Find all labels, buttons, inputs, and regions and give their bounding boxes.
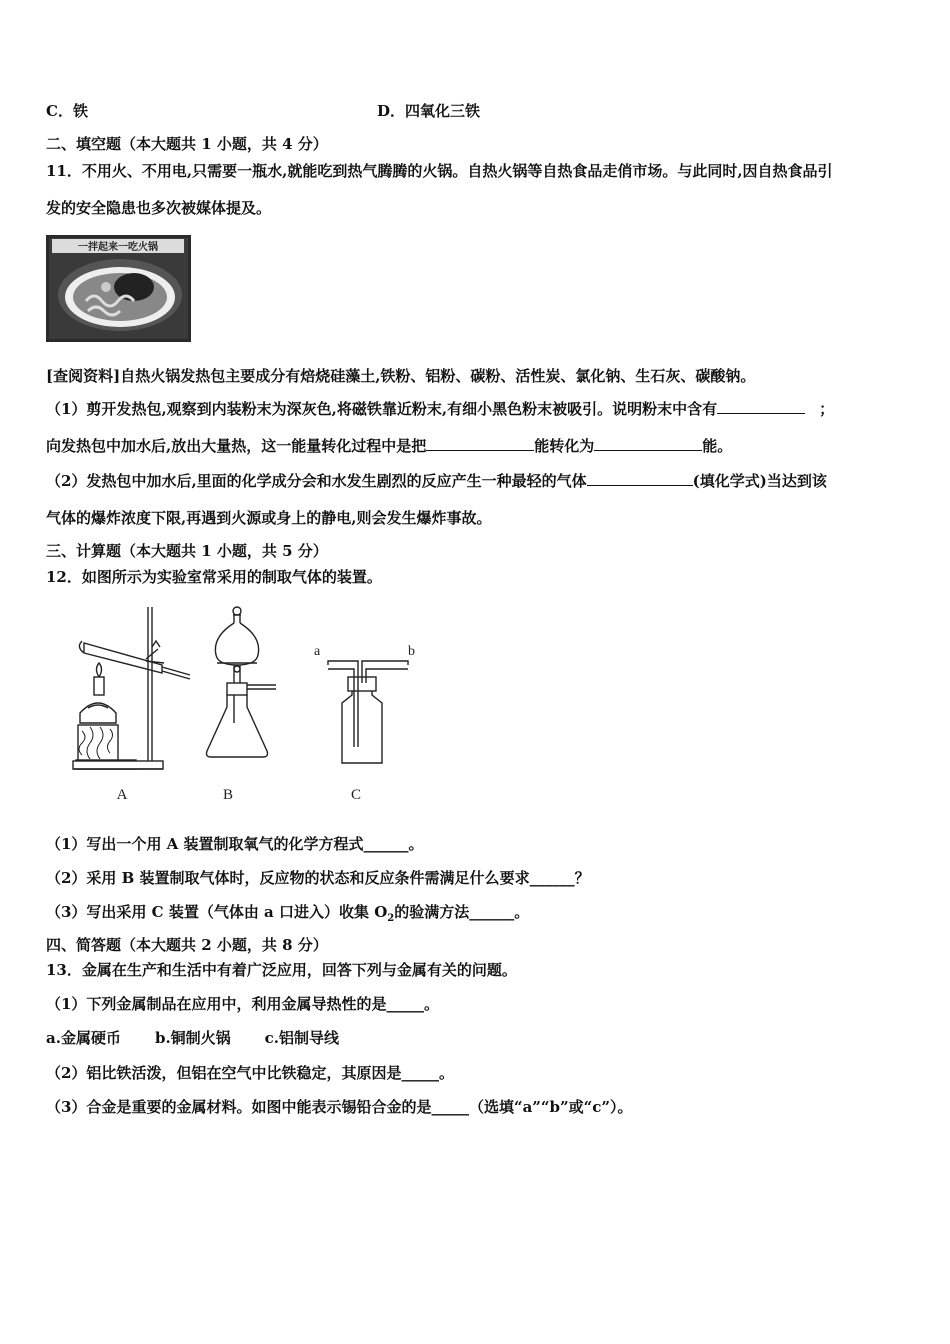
label-b: B [222,787,234,803]
q13-p2: （2）铝比铁活泼，但铝在空气中比铁稳定，其原因是_____。 [46,1064,454,1082]
label-c: C [350,787,362,803]
hotpot-photo [46,235,191,342]
q11-p2-line2: 气体的爆炸浓度下限,再遇到火源或身上的静电,则会发生爆炸事故。 [46,509,492,527]
apparatus-graphic [70,603,430,808]
q12-p1: （1）写出一个用 A 装置制取氧气的化学方程式______。 [46,835,424,853]
q11-p1-text-c: 向发热包中加水后,放出大量热，这一能量转化过程中是把 [46,437,427,455]
subscript-2: 2 [387,913,395,924]
q11-p1-line1 [46,399,834,419]
q12-p3 [46,902,529,929]
answer-blank [594,436,702,451]
q11-p1-text-e: 能。 [702,437,733,455]
q13-stem: 13．金属在生产和生活中有着广泛应用，回答下列与金属有关的问题。 [46,961,517,979]
label-a: A [116,787,128,803]
q11-p1-text-d: 能转化为 [534,437,595,455]
q11-p2-text-b: (填化学式)当达到该 [692,472,827,490]
port-a-label: a [314,644,321,659]
section2-heading: 二、填空题（本大题共 1 小题，共 4 分） [46,135,328,153]
q13-option-c: c.铝制导线 [264,1029,340,1047]
q12-stem: 12．如图所示为实验室常采用的制取气体的装置。 [46,568,382,586]
q11-p1-line2 [46,436,732,456]
hotpot-photo-graphic [46,235,191,342]
option-d: D．四氧化三铁 [377,102,481,120]
hotpot-caption: 一拌起来一吃火锅 [78,242,158,253]
option-c: C．铁 [46,102,88,120]
answer-blank [587,471,693,486]
q11-info: [查阅资料]自热火锅发热包主要成分有焙烧硅藻土,铁粉、铝粉、碳粉、活性炭、氯化钠、生石灰、碳酸钠。 [46,367,756,385]
q11-p1-semicolon: ； [819,400,835,418]
q12-p2: （2）采用 B 装置制取气体时，反应物的状态和反应条件需满足什么要求______？ [46,869,590,887]
q13-p3: （3）合金是重要的金属材料。如图中能表示锡铅合金的是_____（选填“a”“b”或“c”）。 [46,1098,633,1116]
answer-blank [426,436,534,451]
port-b-label: b [408,644,415,659]
q11-p1-text: （1）剪开发热包,观察到内装粉末为深灰色,将磁铁靠近粉末,有细小黑色粉末被吸引。说明粉末中含有 [46,400,718,418]
apparatus-b [207,607,277,757]
apparatus-figure [70,603,430,808]
apparatus-a [73,607,190,769]
q11-p2-line1 [46,471,827,491]
q11-line2: 发的安全隐患也多次被媒体提及。 [46,199,272,217]
q11-p2-text-a: （2）发热包中加水后,里面的化学成分会和水发生剧烈的反应产生一种最轻的气体 [46,472,587,490]
q13-p1: （1）下列金属制品在应用中，利用金属导热性的是_____。 [46,995,439,1013]
section4-heading: 四、简答题（本大题共 2 小题，共 8 分） [46,936,328,954]
q13-option-b: b.铜制火锅 [154,1029,231,1047]
apparatus-c [314,644,415,763]
q12-p3-text-b: 的验满方法______。 [394,903,530,921]
q12-p3-text-a: （3）写出采用 C 装置（气体由 a 口进入）收集 O [46,903,388,921]
answer-blank [717,399,805,414]
q11-line1: 11．不用火、不用电,只需要一瓶水,就能吃到热气腾腾的火锅。自热火锅等自热食品走俏市场。与此同时,因自热食品引 [46,162,833,180]
q13-option-a: a.金属硬币 [46,1029,121,1047]
q13-options [46,1028,339,1048]
section3-heading: 三、计算题（本大题共 1 小题，共 5 分） [46,542,328,560]
